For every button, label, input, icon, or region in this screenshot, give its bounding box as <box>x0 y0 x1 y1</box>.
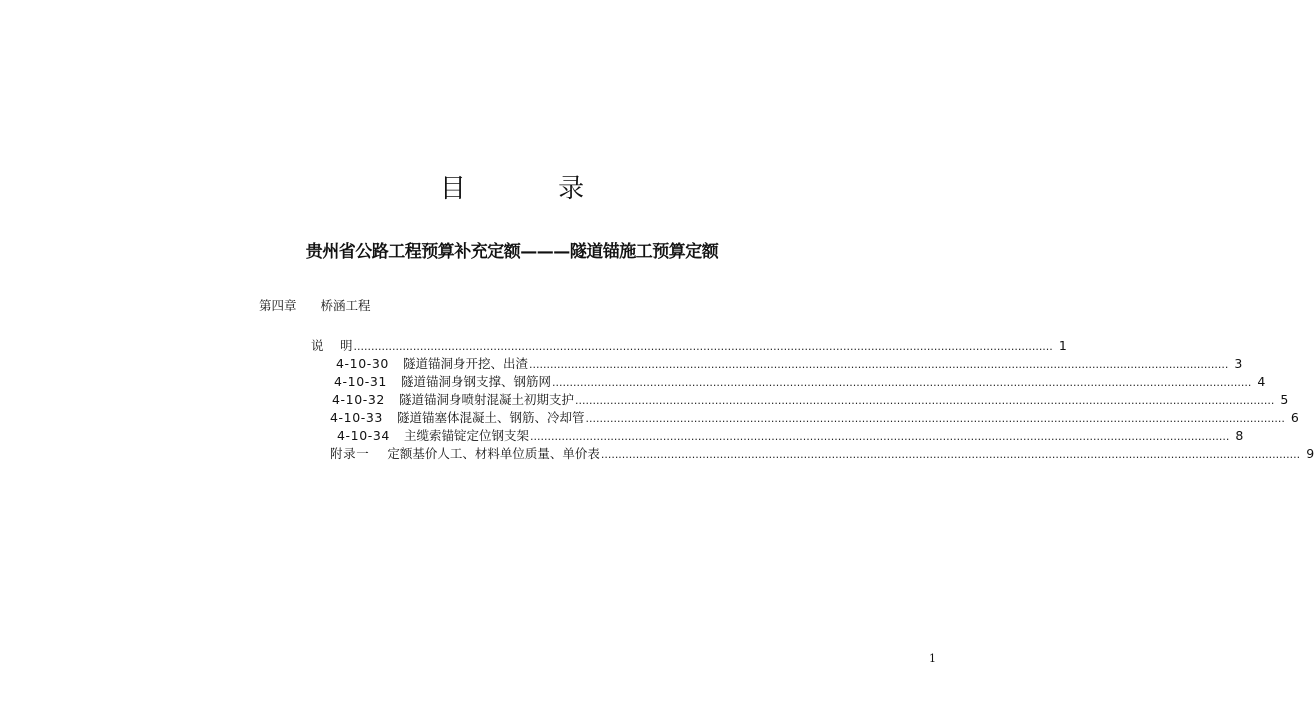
chapter-name: 桥涵工程 <box>320 298 371 313</box>
chapter-number: 第四章 <box>259 298 297 313</box>
toc-entry[interactable] <box>311 338 1067 355</box>
toc-entry-label: 隧道锚塞体混凝土、钢筋、冷却管 <box>397 410 585 425</box>
toc-entry-code: 4-10-30 <box>336 356 389 371</box>
toc-leader-dots: ........................................................................................................................................................................................................ <box>600 448 1301 461</box>
toc-entry[interactable] <box>330 410 1299 427</box>
toc-entry[interactable] <box>332 392 1289 409</box>
toc-entry[interactable] <box>336 356 1243 373</box>
toc-leader-dots: ........................................................................................................................................................................................................ <box>353 340 1053 353</box>
toc-entry[interactable] <box>334 374 1266 391</box>
toc-entry-page: 8 <box>1235 428 1244 443</box>
toc-heading: 目 录 <box>439 174 627 204</box>
toc-leader-dots: ........................................................................................................................................................................................................ <box>575 394 1275 407</box>
toc-entry-code: 4-10-34 <box>337 428 390 443</box>
toc-entry-code: 4-10-32 <box>332 392 385 407</box>
toc-entry-label: 隧道锚洞身钢支撑、钢筋网 <box>401 374 552 389</box>
page-number: 1 <box>929 652 936 665</box>
toc-entry-page: 4 <box>1257 374 1266 389</box>
toc-entry[interactable] <box>337 428 1244 445</box>
toc-entry-label: 说 明 <box>311 338 353 353</box>
toc-entry-code: 4-10-33 <box>330 410 383 425</box>
toc-leader-dots: ........................................................................................................................................................................................................ <box>529 358 1229 371</box>
toc-entry-page: 5 <box>1280 392 1289 407</box>
toc-entry-label: 定额基价人工、材料单位质量、单价表 <box>387 446 600 461</box>
toc-entry-code: 附录一 <box>330 446 370 461</box>
toc-entry[interactable] <box>330 446 1314 463</box>
toc-entry-page: 3 <box>1234 356 1243 371</box>
toc-leader-dots: ........................................................................................................................................................................................................ <box>552 376 1252 389</box>
chapter-heading <box>259 298 371 314</box>
toc-entry-label: 隧道锚洞身开挖、出渣 <box>403 356 529 371</box>
toc-leader-dots: ........................................................................................................................................................................................................ <box>530 430 1230 443</box>
document-title: 贵州省公路工程预算补充定额———隧道锚施工预算定额 <box>305 242 719 262</box>
toc-entry-code: 4-10-31 <box>334 374 387 389</box>
toc-entry-page: 6 <box>1290 410 1299 425</box>
toc-leader-dots: ........................................................................................................................................................................................................ <box>585 412 1285 425</box>
toc-entry-page: 1 <box>1058 338 1067 353</box>
toc-entry-page: 9 <box>1306 446 1314 461</box>
toc-entry-label: 主缆索锚锭定位钢支架 <box>404 428 530 443</box>
toc-entry-label: 隧道锚洞身喷射混凝土初期支护 <box>399 392 575 407</box>
